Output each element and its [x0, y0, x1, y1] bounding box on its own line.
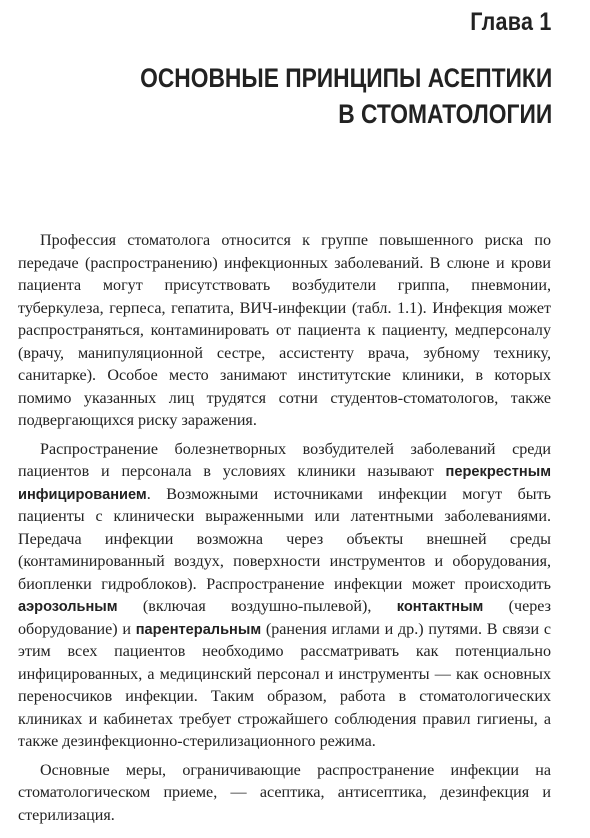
text-run: (включая воздушно-пылевой),: [117, 598, 397, 615]
chapter-title-line: ОСНОВНЫЕ ПРИНЦИПЫ АСЕПТИКИ: [139, 63, 552, 93]
body-text: [18, 230, 551, 827]
text-run: (ранения иглами и др.) путями. В связи с этим всех пациентов необходимо рассматривать как потенциально инфицированных, а медицинский персонал и инструменты — как основных переносчиков инфекции. Таким образом, работа в стоматологических клиниках и кабинетах требует строжайшего соблюдения правил гигиены, а также дезинфекционно-стерилизационного режима.: [18, 620, 552, 750]
paragraph: Основные меры, ограничивающие распространение инфекции на стоматологическом приеме, — асептика, антисептика, дезинфекция и стерилизация.: [18, 761, 551, 824]
bold-term: контактным: [396, 599, 484, 615]
bold-term: парентеральным: [135, 621, 262, 638]
bold-term: аэрозольным: [18, 599, 118, 615]
paragraph: Профессия стоматолога относится к группе повышенного риска по передаче (распространению) инфекционных заболеваний. В слюне и крови пациента могут присутствовать возбудители гриппа, пневмонии, туберкулеза, герпеса, гепатита, ВИЧ-инфекции (табл. 1.1). Инфекция может распространяться, контаминировать от пациента к пациенту, медперсоналу (врачу, манипуляционной сестре, ассистенту врача, зубному технику, санитарке). Особое место занимают институтские клиники, в которых помимо указанных лиц трудятся сотни студентов-стоматологов, также подвергающихся риску заражения.: [18, 232, 551, 429]
paragraph: [18, 439, 551, 754]
text-run: . Возможными источниками инфекции могут быть пациенты с клинически выраженными или латентными заболеваниями. Передача инфекции возможна через объекты внешней среды (контаминированный воздух, поверхности инструментов и оборудования, биопленки гидроблоков). Распространение инфекции может происходить: [18, 485, 551, 593]
bold-term: перекрестным инфицированием: [18, 464, 551, 503]
chapter-label: Глава 1: [470, 8, 552, 36]
chapter-title-line: В СТОМАТОЛОГИИ: [338, 99, 552, 129]
text-run: Распространение болезнетворных возбудителей заболеваний среди пациентов и персонала в условиях клиники называют: [18, 440, 551, 480]
text-run: (через оборудование) и: [18, 598, 551, 638]
chapter-title: [140, 60, 552, 132]
